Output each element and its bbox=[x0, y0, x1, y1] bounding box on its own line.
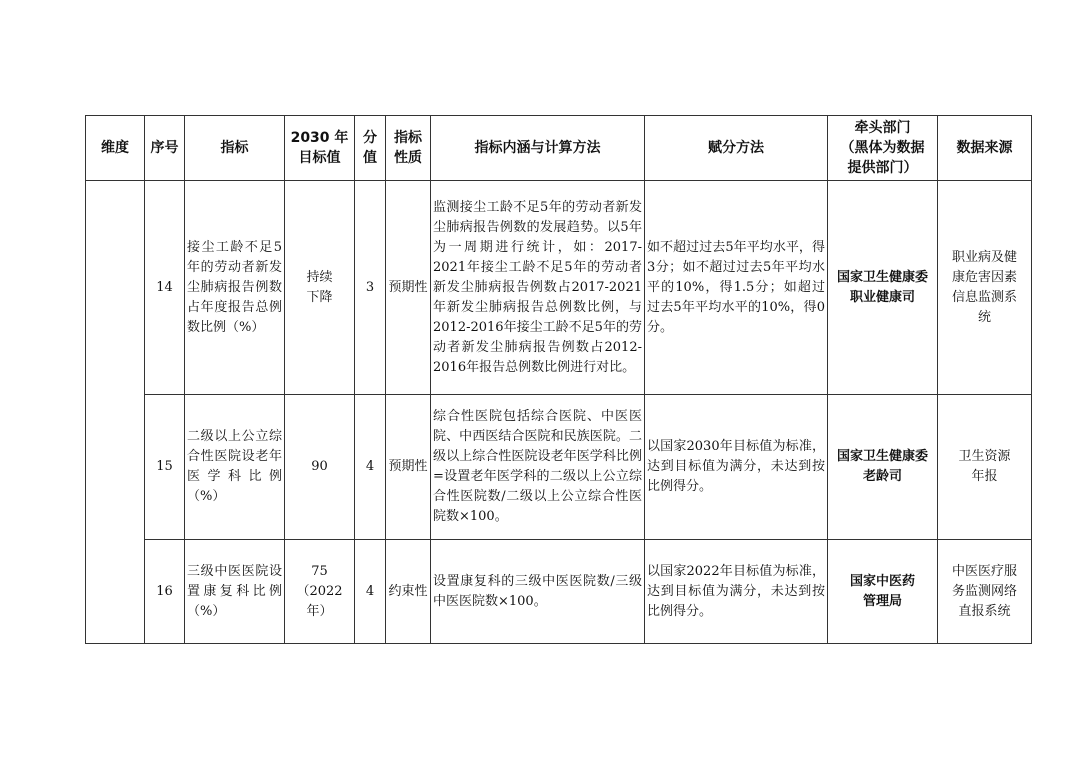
scoring-cell: 以国家2022年目标值为标准，达到目标值为满分，未达到按比例得分。 bbox=[645, 540, 828, 644]
table-row bbox=[86, 395, 1032, 540]
header-seq: 序号 bbox=[145, 116, 185, 181]
header-dimension: 维度 bbox=[86, 116, 145, 181]
score-cell: 3 bbox=[355, 181, 386, 395]
source-cell: 中医医疗服 务监测网络 直报系统 bbox=[938, 540, 1032, 644]
connotation-cell: 设置康复科的三级中医医院数/三级中医医院数×100。 bbox=[431, 540, 645, 644]
nature-cell: 预期性 bbox=[386, 181, 431, 395]
header-row bbox=[86, 116, 1032, 181]
header-lead: 牵头部门 （黑体为数据 提供部门） bbox=[828, 116, 938, 181]
header-indicator: 指标 bbox=[185, 116, 285, 181]
source-cell: 卫生资源 年报 bbox=[938, 395, 1032, 540]
table-row bbox=[86, 540, 1032, 644]
nature-cell: 预期性 bbox=[386, 395, 431, 540]
lead-dept-cell: 国家中医药 管理局 bbox=[828, 540, 938, 644]
lead-dept-cell: 国家卫生健康委 老龄司 bbox=[828, 395, 938, 540]
connotation-cell: 综合性医院包括综合医院、中医医院、中西医结合医院和民族医院。二级以上综合性医院设老年医学科比例=设置老年医学科的二级以上公立综合性医院数/二级以上公立综合性医院数×100。 bbox=[431, 395, 645, 540]
header-score: 分值 bbox=[355, 116, 386, 181]
target-cell: 90 bbox=[285, 395, 355, 540]
target-cell: 75 （2022 年） bbox=[285, 540, 355, 644]
table-row bbox=[86, 181, 1032, 395]
indicator-table bbox=[85, 115, 1032, 644]
lead-dept-cell: 国家卫生健康委 职业健康司 bbox=[828, 181, 938, 395]
connotation-cell: 监测接尘工龄不足5年的劳动者新发尘肺病报告例数的发展趋势。以5年为一周期进行统计，如：2017-2021年接尘工龄不足5年的劳动者新发尘肺病报告例数占2017-2021年新发尘肺病报告总例数比例，与2012-2016年接尘工龄不足5年的劳动者新发尘肺病报告例数占2012-2016年报告总例数比例进行对比。 bbox=[431, 181, 645, 395]
indicator-cell: 三级中医医院设置康复科比例（%） bbox=[185, 540, 285, 644]
indicator-cell: 接尘工龄不足5年的劳动者新发尘肺病报告例数占年度报告总例数比例（%） bbox=[185, 181, 285, 395]
indicator-cell: 二级以上公立综合性医院设老年医学科比例（%） bbox=[185, 395, 285, 540]
source-cell: 职业病及健 康危害因素 信息监测系 统 bbox=[938, 181, 1032, 395]
nature-cell: 约束性 bbox=[386, 540, 431, 644]
dimension-cell bbox=[86, 181, 145, 644]
header-scoring: 赋分方法 bbox=[645, 116, 828, 181]
score-cell: 4 bbox=[355, 395, 386, 540]
header-source: 数据来源 bbox=[938, 116, 1032, 181]
seq-cell: 16 bbox=[145, 540, 185, 644]
scoring-cell: 以国家2030年目标值为标准，达到目标值为满分，未达到按比例得分。 bbox=[645, 395, 828, 540]
header-nature: 指标 性质 bbox=[386, 116, 431, 181]
header-connotation: 指标内涵与计算方法 bbox=[431, 116, 645, 181]
seq-cell: 15 bbox=[145, 395, 185, 540]
seq-cell: 14 bbox=[145, 181, 185, 395]
target-cell: 持续 下降 bbox=[285, 181, 355, 395]
header-target: 2030 年 目标值 bbox=[285, 116, 355, 181]
scoring-cell: 如不超过过去5年平均水平，得3分；如不超过过去5年平均水平的10%，得1.5分；如超过过去5年平均水平的10%，得0分。 bbox=[645, 181, 828, 395]
score-cell: 4 bbox=[355, 540, 386, 644]
